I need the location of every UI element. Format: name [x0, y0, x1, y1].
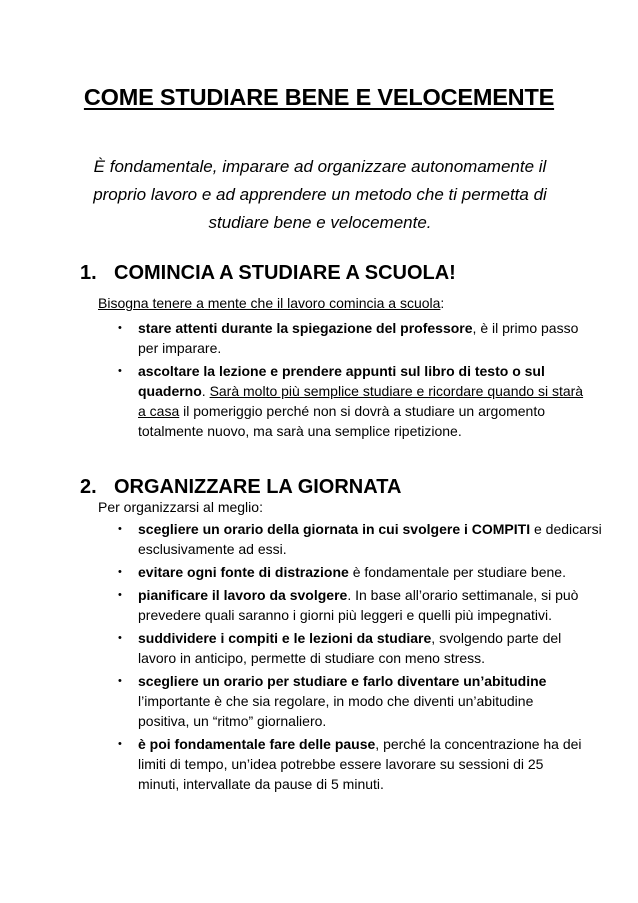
list-item [118, 519, 602, 559]
intro-line: studiare bene e velocemente. [208, 213, 432, 232]
bullet-icon: • [118, 675, 122, 687]
item-text: è fondamentale per studiare bene. [348, 564, 566, 580]
bullet-icon: • [118, 365, 122, 377]
list-item [118, 671, 578, 731]
section-2-heading [80, 476, 401, 499]
item-line: l’importante è che sia regolare, in modo che diventi un’abitudine [138, 693, 534, 709]
item-bold-text: scegliere un orario per studiare e farlo diventare un’abitudine [138, 673, 547, 689]
item-underlined-text: a casa [138, 403, 180, 419]
item-bold-text: evitare ogni fonte di distrazione [138, 564, 349, 580]
item-text: , perché la concentrazione ha dei [375, 736, 582, 752]
list-item [118, 318, 578, 358]
item-line [138, 628, 578, 648]
item-line: lavoro in anticipo, permette di studiare con meno stress. [138, 650, 486, 666]
bullet-icon: • [118, 589, 122, 601]
item-bold-text: quaderno [138, 383, 202, 399]
item-line: positiva, un “ritmo” giornaliero. [138, 713, 327, 729]
section-2-lead: Per organizzarsi al meglio: [98, 499, 263, 515]
list-item [118, 734, 582, 794]
section-1-lead [98, 295, 444, 311]
bullet-icon: • [118, 523, 122, 535]
item-text: , è il primo passo [472, 320, 579, 336]
list-item [118, 562, 578, 582]
item-bold-text: suddividere i compiti e le lezioni da studiare [138, 630, 432, 646]
item-line [138, 361, 578, 381]
lead-underlined-text: Bisogna tenere a mente che il lavoro comincia a scuola [98, 295, 441, 311]
list-item [118, 585, 578, 625]
item-bold-text: è poi fondamentale fare delle pause [138, 736, 376, 752]
item-underlined-text: Sarà molto più semplice studiare e ricordare quando si starà [209, 383, 584, 399]
item-line: prevedere quali saranno i giorni più leggeri e quelli più impegnativi. [138, 607, 553, 623]
item-text: . [201, 383, 210, 399]
bullet-icon: • [118, 632, 122, 644]
item-bold-text: ascoltare la lezione e prendere appunti sul libro di testo o sul [138, 363, 545, 379]
item-line [138, 519, 602, 539]
section-1-list [118, 318, 584, 444]
intro-line: proprio lavoro e ad apprendere un metodo che ti permetta di [93, 185, 547, 204]
bullet-icon: • [118, 738, 122, 750]
document-title: COME STUDIARE BENE E VELOCEMENTE [83, 84, 555, 110]
item-text: , svolgendo parte del [431, 630, 562, 646]
item-line: per imparare. [138, 340, 222, 356]
item-line [138, 734, 582, 754]
item-text: e dedicarsi [530, 521, 602, 537]
item-line [138, 671, 578, 691]
item-line [138, 318, 578, 338]
item-line [138, 562, 578, 582]
item-line: esclusivamente ad essi. [138, 541, 287, 557]
intro-paragraph [70, 153, 570, 237]
item-bold-text: stare attenti durante la spiegazione del professore [138, 320, 473, 336]
item-bold-text: pianificare il lavoro da svolgere [138, 587, 348, 603]
item-line [138, 381, 584, 401]
item-line [138, 585, 578, 605]
list-item [118, 361, 584, 441]
section-title-text: COMINCIA A STUDIARE A SCUOLA! [114, 262, 456, 284]
lead-tail: : [440, 295, 445, 311]
list-item [118, 628, 578, 668]
item-bold-text: scegliere un orario della giornata in cui svolgere i COMPITI [138, 521, 531, 537]
bullet-icon: • [118, 322, 122, 334]
intro-line: È fondamentale, imparare ad organizzare autonomamente il [93, 157, 547, 176]
section-title-text: ORGANIZZARE LA GIORNATA [114, 476, 402, 498]
bullet-icon: • [118, 566, 122, 578]
section-number: 2. [80, 476, 97, 498]
section-number: 1. [80, 262, 97, 284]
item-line: limiti di tempo, un’idea potrebbe essere lavorare su sessioni di 25 [138, 756, 544, 772]
section-1-heading [80, 262, 456, 285]
item-text: . In base all’orario settimanale, si può [347, 587, 579, 603]
item-line: totalmente nuovo, ma sarà una semplice ripetizione. [138, 423, 462, 439]
item-line [138, 401, 578, 421]
item-text: il pomeriggio perché non si dovrà a studiare un argomento [179, 403, 546, 419]
item-line: minuti, intervallate da pause di 5 minuti. [138, 776, 384, 792]
section-2-list [118, 519, 602, 797]
